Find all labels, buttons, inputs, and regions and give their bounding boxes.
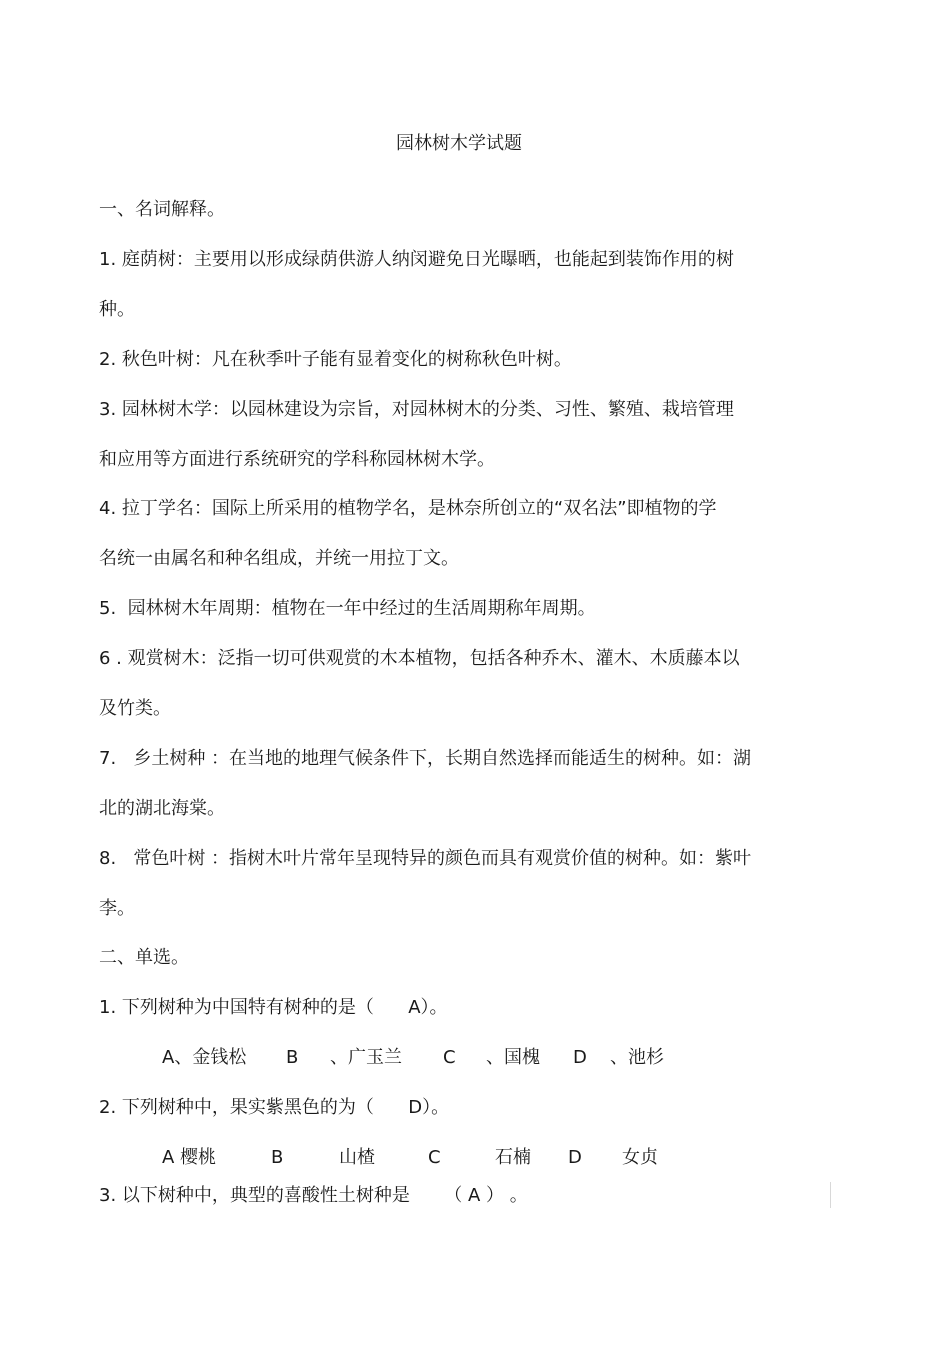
document-title: 园林树木学试题 xyxy=(396,133,522,154)
question-1-option-d-text: 、池杉 xyxy=(610,1047,664,1068)
definition-6-line-1: 6 . 观赏树木：泛指一切可供观赏的木本植物，包括各种乔木、灌木、木质藤本以 xyxy=(99,648,740,669)
section-heading-single-choice: 二、单选。 xyxy=(99,947,189,968)
margin-rule xyxy=(830,1182,831,1208)
definition-5: 5. 园林树木年周期：植物在一年中经过的生活周期称年周期。 xyxy=(99,598,596,619)
definition-7-line-1: 7. 乡土树种 ：在当地的地理气候条件下，长期自然选择而能适生的树种。如：湖 xyxy=(99,748,752,769)
definition-8-line-1: 8. 常色叶树 ：指树木叶片常年呈现特异的颜色而具有观赏价值的树种。如：紫叶 xyxy=(99,848,752,869)
question-1-option-c-text: 、国槐 xyxy=(486,1047,540,1068)
question-2-option-b-letter: B xyxy=(271,1147,284,1168)
question-2: 2. 下列树种中，果实紫黑色的为（ D）。 xyxy=(99,1097,450,1118)
definition-8-line-2: 李。 xyxy=(99,898,135,919)
definition-4-line-2: 名统一由属名和种名组成，并统一用拉丁文。 xyxy=(99,548,459,569)
question-1-option-a: A、金钱松 xyxy=(162,1047,247,1068)
question-3: 3. 以下树种中，典型的喜酸性土树种是 （ A ） 。 xyxy=(99,1185,528,1206)
question-2-option-d-letter: D xyxy=(568,1147,582,1168)
question-1-option-b-text: 、广玉兰 xyxy=(330,1047,402,1068)
definition-7-line-2: 北的湖北海棠。 xyxy=(99,798,225,819)
question-1: 1. 下列树种为中国特有树种的是（ A）。 xyxy=(99,997,448,1018)
section-heading-definitions: 一、名词解释。 xyxy=(99,199,225,220)
question-1-option-d-letter: D xyxy=(573,1047,587,1068)
question-2-option-c-text: 石楠 xyxy=(495,1147,531,1168)
definition-2: 2. 秋色叶树：凡在秋季叶子能有显着变化的树称秋色叶树。 xyxy=(99,349,572,370)
definition-3-line-2: 和应用等方面进行系统研究的学科称园林树木学。 xyxy=(99,449,495,470)
question-2-option-c-letter: C xyxy=(428,1147,441,1168)
question-2-option-a: A 樱桃 xyxy=(162,1147,217,1168)
definition-1-line-2: 种。 xyxy=(99,299,135,320)
definition-1-line-1: 1. 庭荫树：主要用以形成绿荫供游人纳闵避免日光曝晒，也能起到装饰作用的树 xyxy=(99,249,734,270)
question-2-option-d-text: 女贞 xyxy=(622,1147,658,1168)
question-1-option-c-letter: C xyxy=(443,1047,456,1068)
question-1-option-b-letter: B xyxy=(286,1047,299,1068)
definition-6-line-2: 及竹类。 xyxy=(99,698,171,719)
definition-4-line-1: 4. 拉丁学名：国际上所采用的植物学名，是林奈所创立的“双名法”即植物的学 xyxy=(99,498,717,519)
definition-3-line-1: 3. 园林树木学：以园林建设为宗旨，对园林树木的分类、习性、繁殖、栽培管理 xyxy=(99,399,734,420)
question-2-option-b-text: 山楂 xyxy=(339,1147,375,1168)
